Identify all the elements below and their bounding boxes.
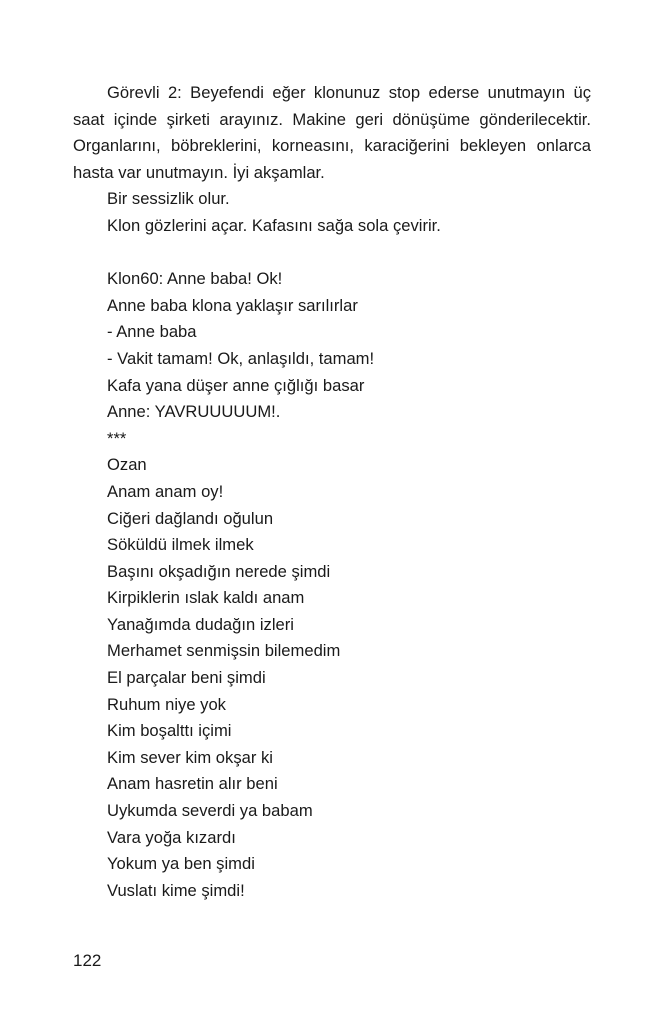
body-text <box>73 80 591 904</box>
text-line: Klon gözlerini açar. Kafasını sağa sola çevirir. <box>107 215 441 235</box>
text-line: Yanağımda dudağın izleri <box>107 614 294 634</box>
text-line: Vara yoğa kızardı <box>107 827 236 847</box>
text-line: Uykumda severdi ya babam <box>107 801 313 821</box>
dialogue-and-poem <box>73 266 591 904</box>
text-line: Kirpiklerin ıslak kaldı anam <box>107 588 305 608</box>
text-line: Ruhum niye yok <box>107 694 226 714</box>
text-line: - Vakit tamam! Ok, anlaşıldı, tamam! <box>107 348 375 368</box>
text-line: Yokum ya ben şimdi <box>107 854 255 874</box>
section-gap <box>73 240 591 267</box>
text-line: Ozan <box>107 455 147 475</box>
text-line: *** <box>107 428 127 448</box>
text-line: Anam hasretin alır beni <box>107 774 278 794</box>
text-line: Kafa yana düşer anne çığlığı basar <box>107 375 365 395</box>
text-line: Anne: YAVRUUUUUM!. <box>107 402 281 422</box>
text-line: Klon60: Anne baba! Ok! <box>107 269 283 289</box>
text-line: Kim boşalttı içimi <box>107 721 232 741</box>
stage-directions <box>73 186 591 239</box>
text-line: Anne baba klona yaklaşır sarılırlar <box>107 295 358 315</box>
text-line: Kim sever kim okşar ki <box>107 747 273 767</box>
page-number: 122 <box>73 951 102 970</box>
text-line: - Anne baba <box>107 322 197 342</box>
text-line: Vuslatı kime şimdi! <box>107 880 245 900</box>
opening-paragraph: Görevli 2: Beyefendi eğer klonunuz stop ederse unutmayın üç saat içinde şirketi arayınız. Makine geri dönüşüme gönderilecektir. Organlarını, böbreklerini, korneasını, karaciğerini bekleyen onlarca hasta var unutmayın. İyi akşamlar. <box>73 83 591 182</box>
text-line: El parçalar beni şimdi <box>107 668 266 688</box>
text-line: Başını okşadığın nerede şimdi <box>107 561 331 581</box>
text-line: Ciğeri dağlandı oğulun <box>107 508 274 528</box>
text-line: Söküldü ilmek ilmek <box>107 535 254 555</box>
text-line: Merhamet senmişsin bilemedim <box>107 641 341 661</box>
text-line: Anam anam oy! <box>107 481 224 501</box>
text-line: Bir sessizlik olur. <box>107 189 230 209</box>
